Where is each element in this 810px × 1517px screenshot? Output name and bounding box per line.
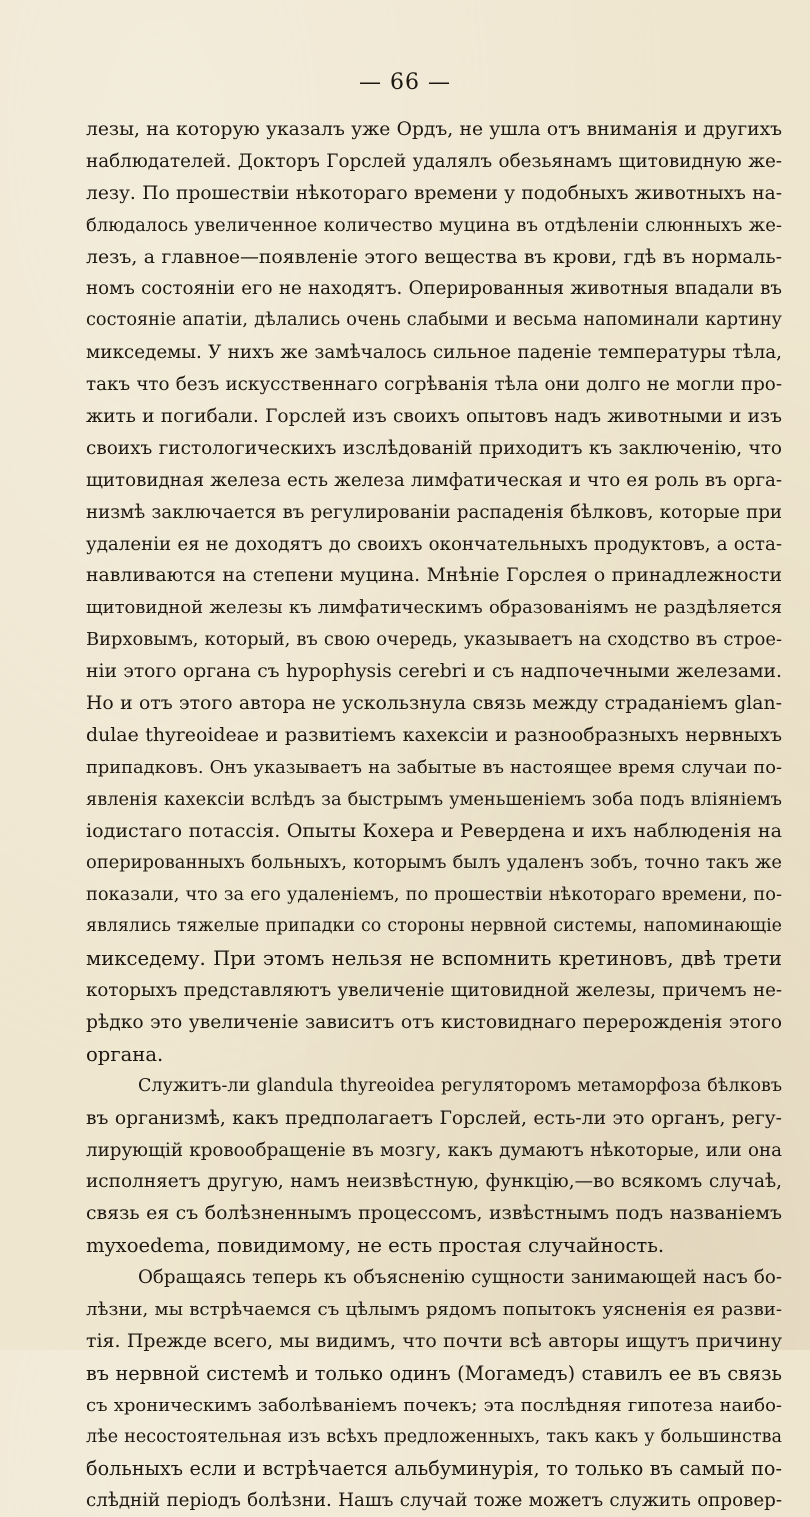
text-line: ніи этого органа съ hypophysis cerebri и съ надпочечными железами. [86,661,782,683]
text-line: исполняетъ другую, намъ неизвѣстную, функцію,—во всякомъ случаѣ, [86,1171,782,1193]
text-line: лѣе несостоятельная изъ всѣхъ предложенныхъ, такъ какъ у большинства [86,1426,782,1447]
paragraph [86,1071,782,1262]
text-line: лезъ, а главное—появленіе этого вещества въ крови, гдѣ въ нормаль- [86,246,782,268]
text-line: явленія кахексіи вслѣдъ за быстрымъ уменьшеніемъ зоба подъ вліяніемъ [86,788,782,810]
text-line: съ хроническимъ заболѣваніемъ почекъ; эта послѣдняя гипотеза наибо- [86,1394,782,1416]
text-line: Обращаясь теперь къ объясненію сущности занимающей насъ бо- [138,1267,782,1289]
text-line: dulae thyreoideae и развитіемъ кахексіи и разнообразныхъ нервныхъ [86,723,782,746]
text-line: микседему. При этомъ нельзя не вспомнить кретиновъ, двѣ трети [86,947,782,971]
text-line: своихъ гистологическихъ изслѣдованій приходитъ къ заключенію, что [86,437,782,459]
text-line: іодистаго потассія. Опыты Кохера и Ревердена и ихъ наблюденія на [86,819,782,842]
text-line: оперированныхъ больныхъ, которымъ былъ удаленъ зобъ, точно такъ же [86,852,782,874]
text-line: связь ея съ болѣзненнымъ процессомъ, извѣстнымъ подъ названіемъ [86,1202,782,1225]
text-line: такъ что безъ искусственнаго согрѣванія тѣла они долго не могли про- [86,374,782,396]
text-line: лезы, на которую указалъ уже Ордъ, не ушла отъ вниманія и другихъ [86,119,782,140]
page-number: — 66 — [359,70,451,95]
paragraph [86,114,782,1071]
text-line: больныхъ если и встрѣчается альбуминурія, то только въ самый по- [86,1457,782,1481]
text-line: щитовидная железа есть железа лимфатическая и что ея роль въ орга- [86,469,782,491]
text-line: Но и отъ этого автора не ускользнула связь между страданіемъ glan- [86,693,782,715]
text-line: удаленіи ея не доходятъ до своихъ окончательныхъ продуктовъ, а оста- [86,533,782,555]
paragraph [86,1262,782,1517]
text-line: состояніе апатіи, дѣлались очень слабыми и весьма напоминали картину [86,310,782,331]
text-line: въ нервной системѣ и только одинъ (Могамедъ) ставилъ ее въ связь [86,1361,782,1385]
text-line: показали, что за его удаленіемъ, по прошествіи нѣкотораго времени, по- [86,884,782,906]
text-line: микседемы. У нихъ же замѣчалось сильное паденіе температуры тѣла, [86,342,782,364]
text-line: которыхъ представляютъ увеличеніе щитовидной железы, причемъ не- [86,980,782,1002]
text-line: щитовидной железы къ лимфатическимъ образованіямъ не раздѣляется [86,597,782,619]
text-line: лирующій кровообращеніе въ мозгу, какъ думаютъ нѣкоторые, или она [86,1139,782,1161]
text-line: тія. Прежде всего, мы видимъ, что почти всѣ авторы ищутъ причину [86,1329,782,1352]
text-line: жить и погибали. Горслей изъ своихъ опытовъ надъ животными и изъ [86,406,782,428]
text-line: навливаются на степени муцина. Мнѣніе Горслея о принадлежности [86,565,782,587]
text-line: Вирховымъ, который, въ свою очередь, указываетъ на сходство въ строе- [86,629,782,651]
text-line: рѣдко это увеличеніе зависитъ отъ кистовиднаго перерожденія этого [86,1011,782,1033]
text-line: въ организмѣ, какъ предполагаетъ Горслей, есть-ли это органъ, регу- [86,1107,782,1129]
text-line: наблюдателей. Докторъ Горслей удалялъ обезьянамъ щитовидную же- [86,150,782,172]
text-line: органа. [86,1042,164,1066]
text-line: myxoedema, повидимому, не есть простая случайность. [86,1234,665,1258]
text-line: лѣзни, мы встрѣчаемся съ цѣлымъ рядомъ попытокъ уясненія ея разви- [86,1298,782,1320]
text-line: лезу. По прошествіи нѣкотораго времени у подобныхъ животныхъ на- [86,182,782,204]
text-line: блюдалось увеличенное количество муцина въ отдѣленіи слюнныхъ же- [86,214,782,236]
text-line: Служитъ-ли glandula thyreoidea регуляторомъ метаморфоза бѣлковъ [138,1075,782,1096]
body-text [86,114,782,1517]
text-line: слѣдній періодъ болѣзни. Нашъ случай тоже можетъ служить опровер- [86,1490,782,1512]
text-line: припадковъ. Онъ указываетъ на забытые въ настоящее время случаи по- [86,756,782,778]
text-line: низмѣ заключается въ регулированіи распаденія бѣлковъ, которые при [86,501,782,523]
text-line: являлись тяжелые припадки со стороны нервной системы, напоминающіе [86,916,782,937]
text-line: номъ состояніи его не находятъ. Оперированныя животныя впадали въ [86,278,782,300]
